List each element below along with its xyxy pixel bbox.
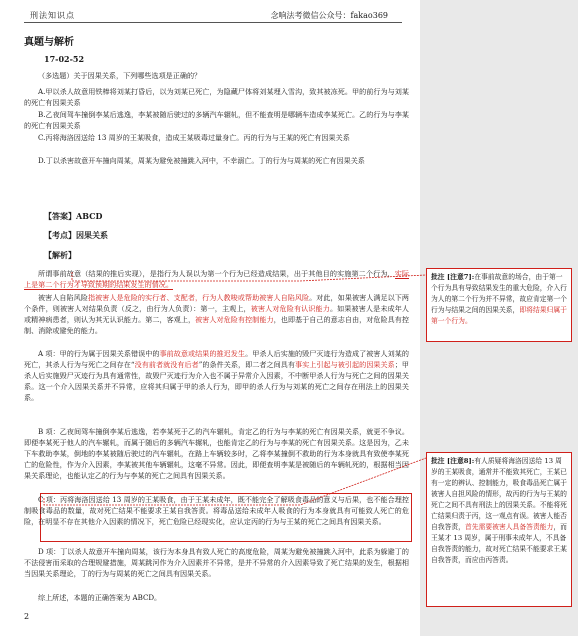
comment-label: 批注 [注意7]:: [431, 273, 475, 281]
comment-gutter: [420, 0, 578, 636]
section-title: 真题与解析: [24, 37, 74, 48]
highlight-text: 实际上是第二个行为才导致预期的结果发生的情况。: [24, 269, 410, 289]
analysis-text: ”的条件关系，即二者之间具有: [198, 360, 296, 369]
option-b: B.乙夜间驾车撞倒李某后逃逸，李某被随后驶过的多辆汽车辗轧，但不能查明是哪辆车造成李某死亡。乙的行为与李某的死亡有因果关系: [24, 110, 409, 130]
comment-bubble-8[interactable]: [426, 452, 572, 607]
point-label: 【考点】因果关系: [44, 230, 108, 240]
page-number: 2: [24, 612, 30, 621]
highlight-text: 被害人对危险有认识能力: [250, 304, 330, 313]
option-c: C.丙将海洛因送给 13 周岁的王某吸食，造成王某吸毒过量身亡。丙的行为与王某的死亡有因果关系: [38, 133, 350, 142]
analysis-summary: 综上所述，本题的正确答案为 ABCD。: [38, 593, 162, 602]
header-right: 念响法考微信公众号：fakao369: [270, 11, 388, 20]
comment-text: ，而王某才 13 周岁，属于刑事未成年人，不具备自我答责的能力，故对死亡结果不能要求王某自我答责，而应由丙答责。: [431, 523, 567, 564]
analysis-para-a: [24, 348, 409, 403]
question-number: 17-02-52: [44, 54, 85, 64]
analysis-text: 。对此，如果被害人满足以下两个条件，则被害人对结果负责（反之，由行为人负责）：第一，主观上，: [24, 293, 410, 313]
analysis-text: 。甲杀人后实施的毁尸灭迹行为造成了被害人刘某的死亡，其杀人行为与死亡之间存在“: [24, 349, 410, 369]
comment-bubble-7[interactable]: [426, 268, 572, 342]
analysis-para-2: [24, 292, 409, 336]
analysis-para-d: D 项：丁以杀人故意开车撞向周某，该行为本身具有致人死亡的高度危险，周某为避免被撞跳入河中，此系为躲避丁的不法侵害而采取的合理规避措施，周某跳河作为介入因素并不异常，是并不异常的介入因素导致了死亡结果的发生，根据相当因果关系理论，丁的行为与周某的死亡之间具有因果关系。: [24, 547, 409, 578]
comment-highlight: 即将结果归属于第一个行为。: [431, 306, 567, 325]
analysis-para-1: [24, 268, 409, 290]
analysis-text: 。如果被害人是未成年人或精神病患者，则认为其无认识能力。第二，客观上，: [24, 304, 410, 324]
option-d: D.丁以杀害故意开车撞向周某，周某为避免被撞跳入河中，不幸溺亡。丁的行为与周某的死亡有因果关系: [38, 156, 365, 165]
answer-label: 【答案】ABCD: [44, 211, 103, 221]
analysis-para-b: B 项：乙夜间驾车撞倒李某后逃逸，若李某死于乙的汽车辗轧，肯定乙的行为与李某的死亡有因果关系，就更不争议。即便李某死于他人的汽车辗轧，而属于随后的多辆汽车辗轧，也能肯定乙的行为与李某的死亡有因果关系。这是因为，乙未下车救助李某，倒地的李某被随后驶过的汽车辗轧，在路上车辆较多时，乙将李某撞倒不救助的行为本身就具有致使李某死亡的危险性，作为介入因素，李某被其他车辆辗轧，这毫不异常。因此，即便查明李某是被随后的车辆轧死的，根据相当因果关系理论，也能认定乙的行为与李某的死亡之间具有因果关系。: [24, 427, 409, 480]
analysis-text: A 项：甲的行为属于因果关系错误中的: [38, 349, 160, 358]
comment-text: 有人质疑将海洛因送给 13 周岁的王某吸食，通常并不能致其死亡，王某已有一定的辨认、控制能力，吸食毒品死亡属于被害人自担风险的情形，故丙的行为与王某的死亡之间不具有刑法上的因果关系。不能将死亡结果归责于丙，这一观点有误。被害人能否自我答责，: [431, 457, 567, 531]
analysis-para-c: C 项：丙将海洛因送给 13 周岁的王某吸食，由于王某未成年，既不能完全了解吸食毒品的意义与后果，也不能合理控制吸食毒品的数量，故对死亡结果不能要求王某自我答责。将毒品送给未成年人吸食的行为本身就具有可能致人死亡的危险，在明显不存在其他介入因素的情况下，死亡危险已经现实化，应认定丙的行为与王某的死亡之间具有因果关系。: [24, 495, 409, 526]
option-a: A.甲以杀人故意用铁棒将刘某打昏后，以为刘某已死亡，为隐藏尸体将刘某埋入雪沟，致其被冻死。甲的前行为与刘某的死亡有因果关系: [24, 87, 409, 107]
highlight-text: 没有前者就没有后者: [134, 360, 199, 369]
analysis-text: ，也即基于自己的意志自由，对危险具有控制、消除或避免的能力。: [24, 315, 410, 335]
comment-label: 批注 [注意8]:: [431, 457, 475, 465]
analysis-text: ；甲杀人后实施毁尸灭迹行为具有通常性，故毁尸灭迹行为介入也不属于异常介入因素，不中断甲杀人行为与死亡之间的因果关系。这一个介入因果关系并不异常，应将其归属于甲的杀人行为，即甲的杀人行为与刘某的死亡之间存在刑法上的因果关系。: [24, 360, 410, 402]
header-left: 刑法知识点: [30, 11, 75, 20]
highlight-text: 被害人对危险有控制能力: [195, 315, 274, 324]
comment-text: 在事前故意的场合，由于第一个行为具有导致结果发生的重大危险，介入行为人的第二个行为并不异常，故应肯定第一个行为与结果之间的因果关系，: [431, 273, 567, 314]
highlight-text: 事实上引起与被引起的因果关系: [295, 360, 395, 369]
running-header: [24, 8, 402, 23]
analysis-label: 【解析】: [44, 250, 76, 260]
highlight-text: 指被害人是危险的实行者、支配者，行为人教唆或帮助被害人自陷风险: [87, 293, 310, 302]
analysis-text: 所谓事前故意（结果的推后实现），是指行为人误以为第一个行为已经造成结果，出于其他目的实施第二个行为，: [38, 269, 395, 278]
analysis-text: 被害人自陷风险: [38, 293, 88, 302]
question-stem: （多选题）关于因果关系，下列哪些选项是正确的？: [38, 71, 202, 80]
highlight-text: 事前故意或结果的推迟发生: [159, 349, 246, 358]
comment-highlight: 首先需要被害人具备答责能力: [464, 523, 554, 531]
